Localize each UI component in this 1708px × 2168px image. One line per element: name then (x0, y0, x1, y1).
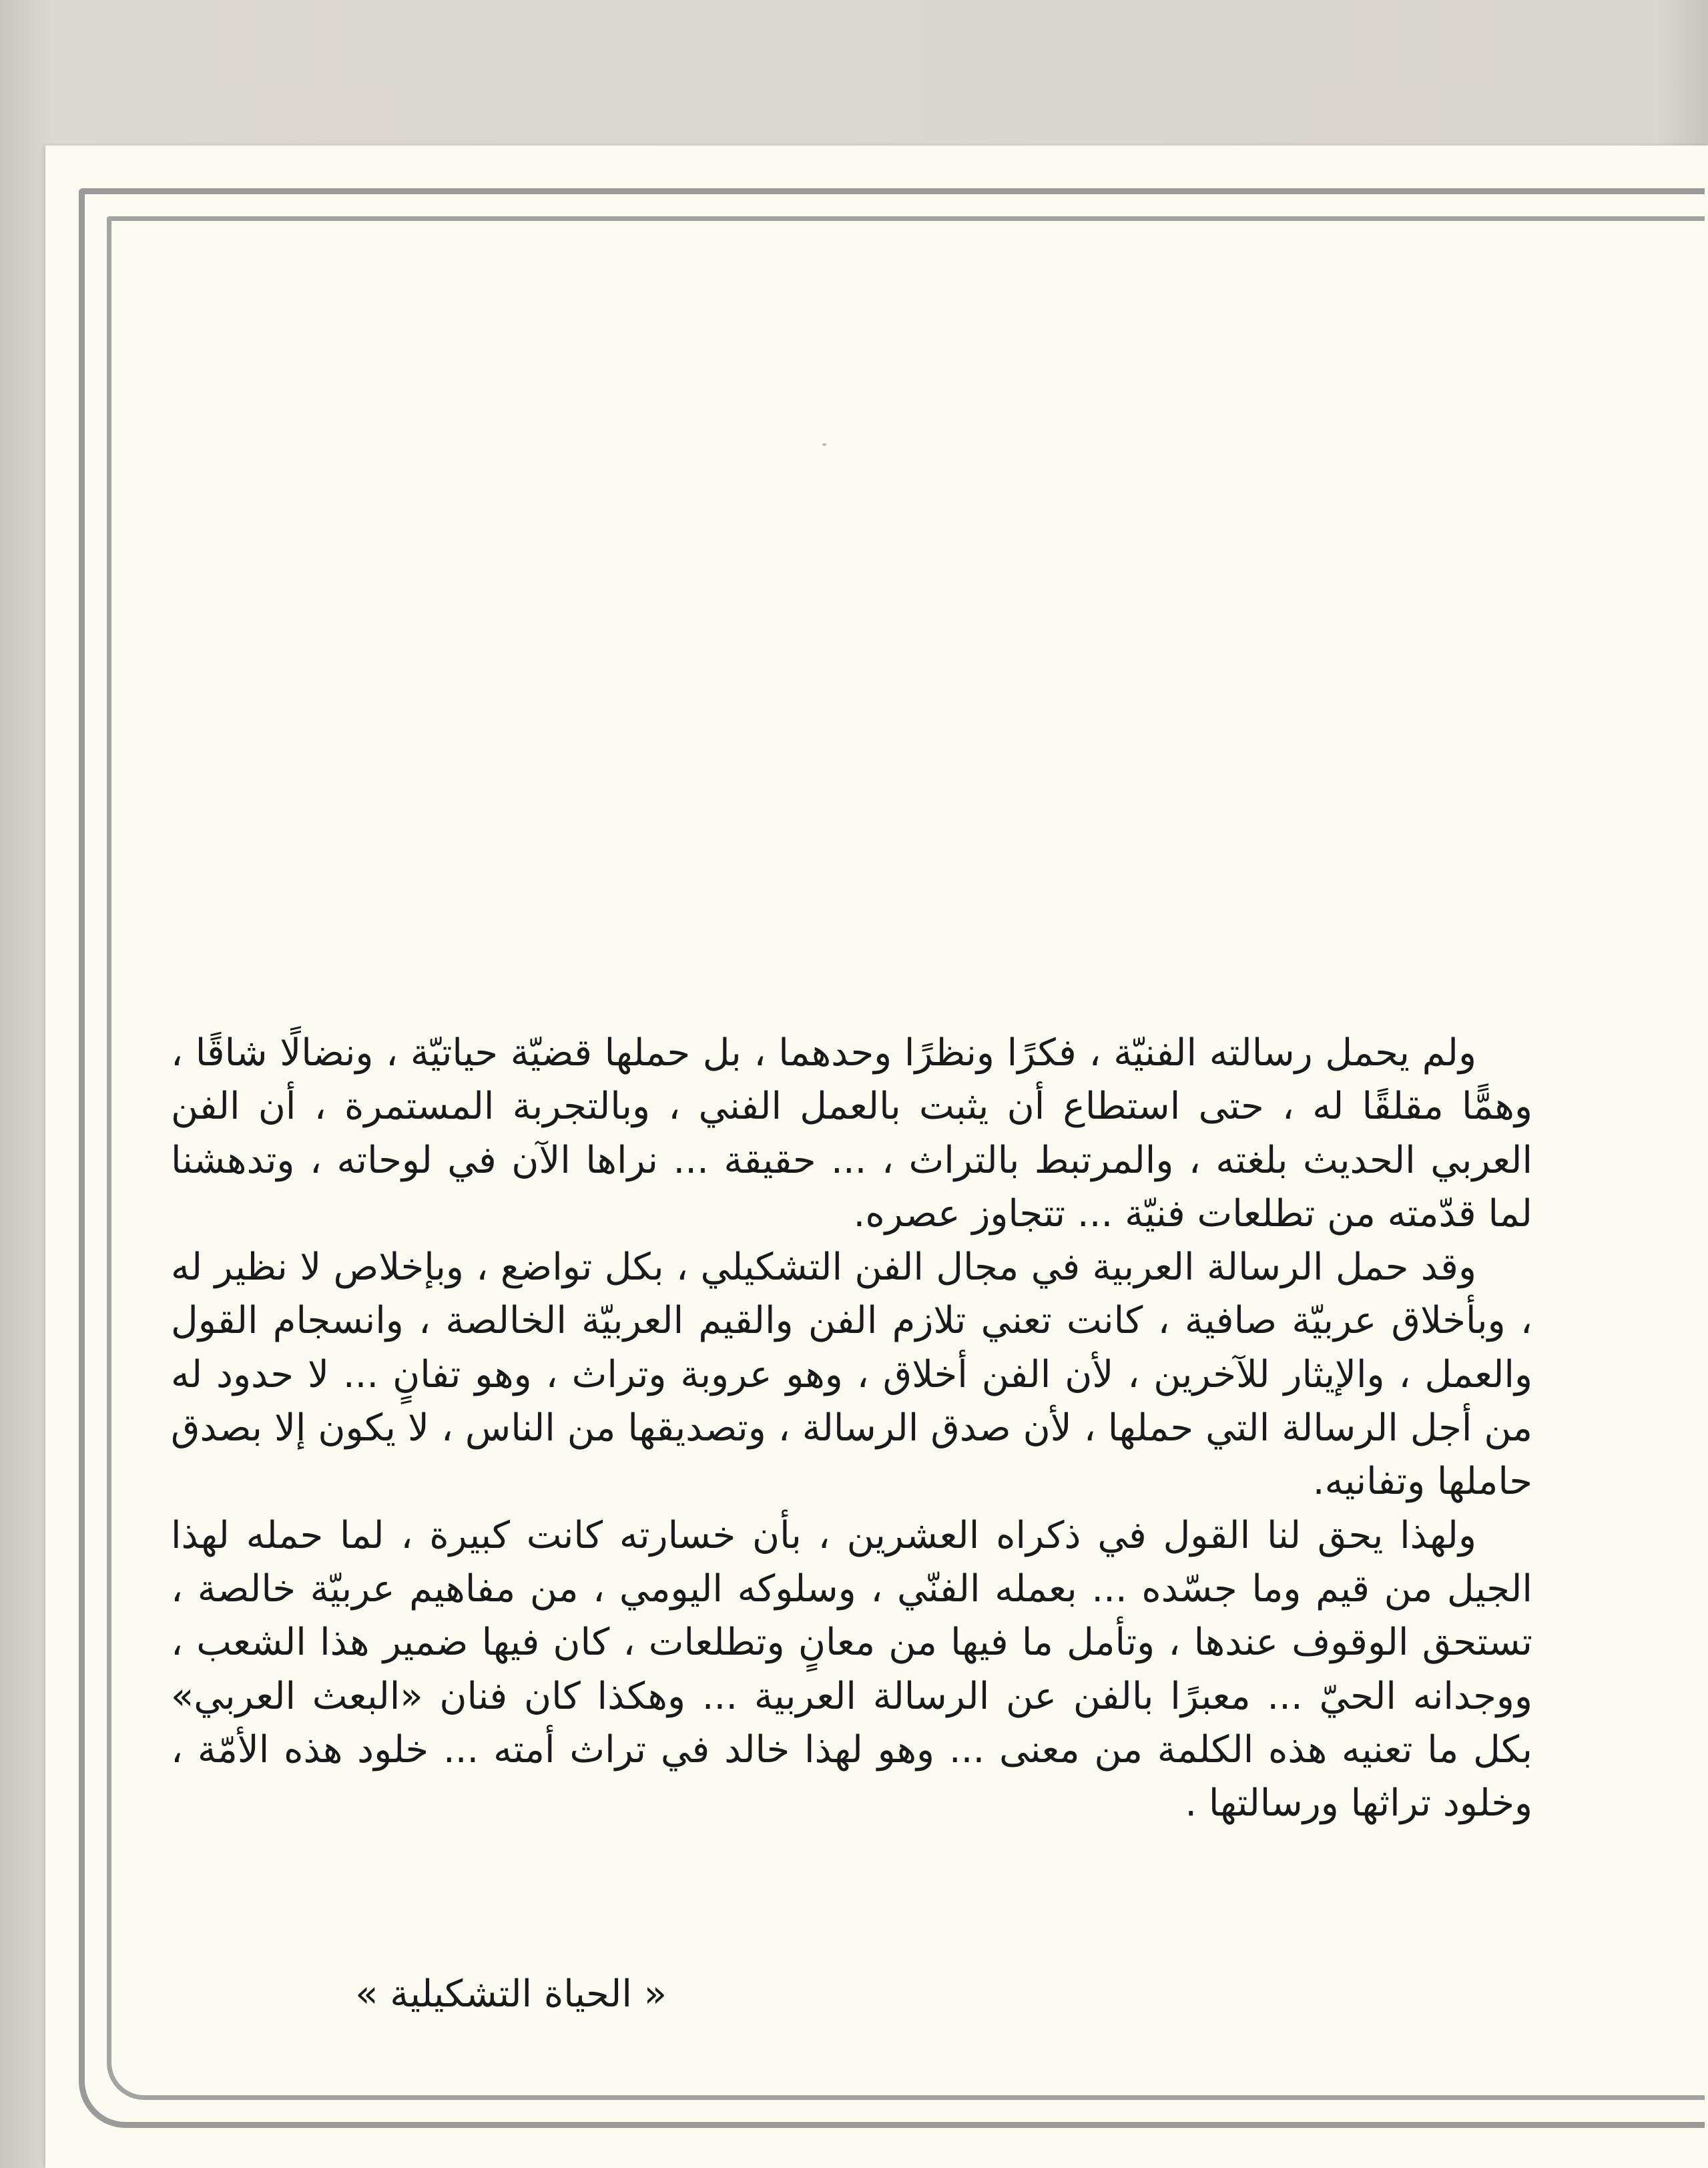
source-citation: « الحياة التشكيلية » (355, 1972, 667, 2016)
paragraph-1: ولم يحمل رسالته الفنيّة ، فكرًا ونظرًا وحدهما ، بل حملها قضيّة حياتيّة ، ونضالًا شاقًا ، وهمًّا مقلقًا له ، حتى استطاع أن يثبت بالعمل الفني ، وبالتجربة المستمرة ، أن الفن العربي الحديث بلغته ، والمرتبط بالتراث ، ... حقيقة ... نراها الآن في لوحاته ، وتدهشنا لما قدّمته من تطلعات فنيّة ... تتجاوز عصره. (171, 1031, 1532, 1236)
paragraph-2: وقد حمل الرسالة العربية في مجال الفن التشكيلي ، بكل تواضع ، وبإخلاص لا نظير له ، وبأخلاق عربيّة صافية ، كانت تعني تلازم الفن والقيم العربيّة الخالصة ، وانسجام القول والعمل ، والإيثار للآخرين ، لأن الفن أخلاق ، وهو عروبة وتراث ، وهو تفانٍ ... لا حدود له من أجل الرسالة التي حملها ، لأن صدق الرسالة ، وتصديقها من الناس ، لا يكون إلا بصدق حاملها وتفانيه. (171, 1246, 1532, 1504)
paper-speck (822, 443, 826, 446)
article-body (171, 1027, 1532, 1830)
paragraph-3: ولهذا يحق لنا القول في ذكراه العشرين ، بأن خسارته كانت كبيرة ، لما حمله لهذا الجيل من قيم وما جسّده ... بعمله الفنّي ، وسلوكه اليومي ، من مفاهيم عربيّة خالصة ، تستحق الوقوف عندها ، وتأمل ما فيها من معانٍ وتطلعات ، كان فيها ضمير هذا الشعب ، ووجدانه الحيّ ... معبرًا بالفن عن الرسالة العربية ... وهكذا كان فنان «البعث العربي» بكل ما تعنيه هذه الكلمة من معنى ... وهو لهذا خالد في تراث أمته ... خلود هذه الأمّة ، وخلود تراثها ورسالتها . (171, 1513, 1532, 1826)
